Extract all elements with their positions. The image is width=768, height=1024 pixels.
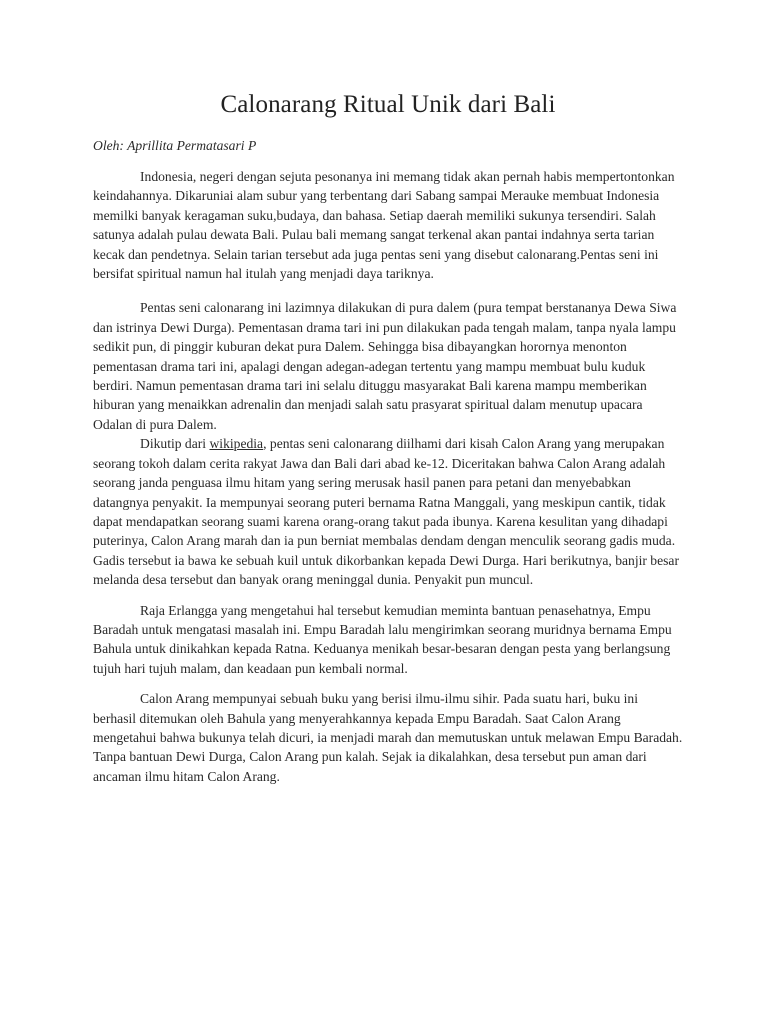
author-byline: Oleh: Aprillita Permatasari P — [93, 138, 257, 153]
paragraph-erlangga: Raja Erlangga yang mengetahui hal tersebut kemudian meminta bantuan penasehatnya, Empu Baradah untuk mengatasi masalah ini. Empu Baradah lalu mengirimkan seorang muridnya bernama Empu Bahula untuk dinikahkan kepada Ratna. Keduanya menikah besar-besaran dengan pesta yang berlangsung tujuh hari tujuh malam, dan keadaan pun kembali normal. — [93, 602, 672, 676]
paragraph-legend-rest: , pentas seni calonarang diilhami dari kisah Calon Arang yang merupakan seorang tokoh dalam cerita rakyat Jawa dan Bali dari abad ke-12. Diceritakan bahwa Calon Arang adalah seorang janda penguasa ilmu hitam yang sering merusak hasil panen para petani dan menyebabkan datangnya penyakit. Ia mempunyai seorang puteri bernama Ratna Manggali, yang meskipun cantik, tidak dapat mendapatkan seorang suami karena orang-orang takut pada ibunya. Karena kesulitan yang dihadapi puterinya, Calon Arang marah dan ia pun berniat membalas dendam dengan menculik seorang gadis muda. Gadis tersebut ia bawa ke sebuah kuil untuk dikorbankan kepada Dewi Durga. Hari berikutnya, banjir besar melanda desa tersebut dan banyak orang meninggal dunia. Penyakit pun muncul. — [93, 436, 679, 588]
paragraph-legend — [93, 434, 683, 589]
paragraph-performance: Pentas seni calonarang ini lazimnya dilakukan di pura dalem (pura tempat berstananya Dewa Siwa dan istrinya Dewi Durga). Pementasan drama tari ini pun dilakukan pada tengah malam, tanpa nyala lampu sedikit pun, di pinggir kuburan dekat pura Dalem. Sehingga bisa dibayangkan horornya menonton pementasan drama tari ini, apalagi dengan adegan-adegan tertentu yang mampu membuat bulu kuduk berdiri. Namun pementasan drama tari ini selalu dituggu masyarakat Bali karena mampu memberikan hiburan yang menaikkan adrenalin dan menjadi salah satu prasyarat spiritual dalam menutup upacara Odalan di pura Dalem. — [93, 300, 677, 432]
wikipedia-link[interactable]: wikipedia — [209, 436, 264, 452]
document-title: Calonarang Ritual Unik dari Bali — [220, 91, 556, 118]
document-body — [93, 88, 683, 786]
paragraph-legend-lead: Dikutip dari — [140, 436, 210, 452]
paragraph-intro: Indonesia, negeri dengan sejuta pesonanya ini memang tidak akan pernah habis mempertontonkan keindahannya. Dikaruniai alam subur yang terbentang dari Sabang sampai Merauke membuat Indonesia memilki banyak keragaman suku,budaya, dan bahasa. Setiap daerah memiliki sukunya tersendiri. Salah satunya adalah pulau dewata Bali. Pulau bali memang sangat terkenal akan pantai indahnya serta tarian kecak dan pendetnya. Selain tarian tersebut ada juga pentas seni yang disebut calonarang.Pentas seni ini bersifat spiritual namun hal itulah yang menjadi daya tariknya. — [93, 169, 675, 282]
paragraph-conclusion: Calon Arang mempunyai sebuah buku yang berisi ilmu-ilmu sihir. Pada suatu hari, buku ini berhasil ditemukan oleh Bahula yang menyerahkannya kepada Empu Baradah. Saat Calon Arang mengetahui bahwa bukunya telah dicuri, ia menjadi marah dan memutuskan untuk melawan Empu Baradah. Tanpa bantuan Dewi Durga, Calon Arang pun kalah. Sejak ia dikalahkan, desa tersebut pun aman dari ancaman ilmu hitam Calon Arang. — [93, 691, 683, 784]
